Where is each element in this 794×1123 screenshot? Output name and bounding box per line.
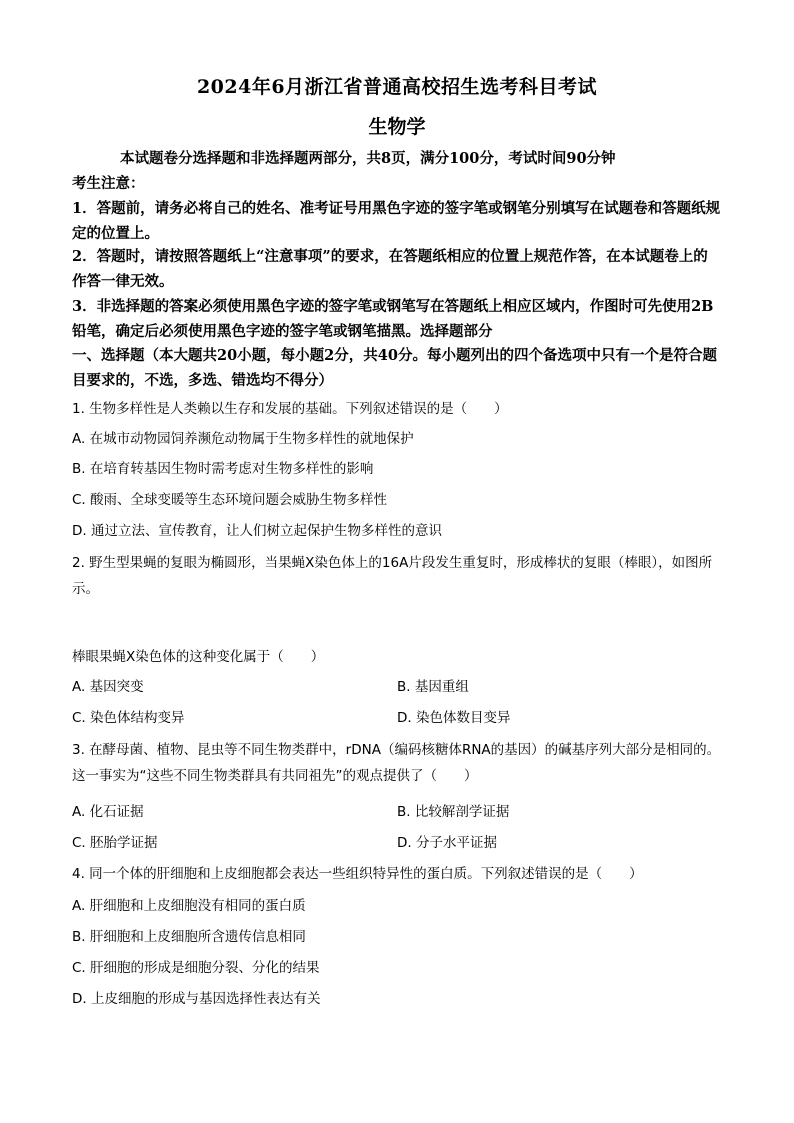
notice-item-2: 2．答题时，请按照答题纸上“注意事项”的要求，在答题纸相应的位置上规范作答，在本试题卷上的作答一律无效。 (72, 248, 708, 290)
question-3-option-c: C. 胚胎学证据 (72, 835, 158, 851)
notice-header: 考生注意： (72, 175, 145, 192)
question-3-option-b: B. 比较解剖学证据 (397, 804, 510, 820)
question-4-option-d: D. 上皮细胞的形成与基因选择性表达有关 (72, 991, 321, 1007)
notice-item-1: 1．答题前，请务必将自己的姓名、准考证号用黑色字迹的签字笔或钢笔分别填写在试题卷和答题纸规定的位置上。 (72, 200, 721, 242)
question-2-option-a: A. 基因突变 (72, 679, 144, 695)
question-2-option-c: C. 染色体结构变异 (72, 710, 185, 726)
question-1-option-d: D. 通过立法、宣传教育，让人们树立起保护生物多样性的意识 (72, 523, 442, 539)
section-heading: 一、选择题（本大题共20小题，每小题2分，共40分。每小题列出的四个备选项中只有一个是符合题目要求的，不选，多选、错选均不得分） (72, 347, 717, 389)
question-4-stem: 4. 同一个体的肝细胞和上皮细胞都会表达一些组织特异性的蛋白质。下列叙述错误的是（ ） (72, 866, 643, 882)
question-1-option-a: A. 在城市动物园饲养濒危动物属于生物多样性的就地保护 (72, 431, 414, 447)
question-2-sub: 棒眼果蝇X染色体的这种变化属于（ ） (72, 649, 325, 665)
question-1-option-b: B. 在培育转基因生物时需考虑对生物多样性的影响 (72, 461, 374, 477)
question-4-option-a: A. 肝细胞和上皮细胞没有相同的蛋白质 (72, 898, 306, 914)
question-1-option-c: C. 酸雨、全球变暖等生态环境问题会威胁生物多样性 (72, 492, 388, 508)
question-1-stem: 1. 生物多样性是人类赖以生存和发展的基础。下列叙述错误的是（ ） (72, 401, 508, 417)
question-4-option-c: C. 肝细胞的形成是细胞分裂、分化的结果 (72, 960, 320, 976)
question-4-option-b: B. 肝细胞和上皮细胞所含遗传信息相同 (72, 929, 306, 945)
question-2-option-d: D. 染色体数目变异 (397, 710, 511, 726)
question-2-option-b: B. 基因重组 (397, 679, 469, 695)
exam-intro: 本试题卷分选择题和非选择题两部分，共8页，满分100分，考试时间90分钟 (120, 150, 616, 167)
question-3-option-a: A. 化石证据 (72, 804, 144, 820)
notice-item-3: 3．非选择题的答案必须使用黑色字迹的签字笔或钢笔写在答题纸上相应区域内，作图时可先使用2B铅笔，确定后必须使用黑色字迹的签字笔或钢笔描黑。选择题部分 (72, 298, 714, 340)
exam-subject: 生物学 (368, 116, 426, 138)
exam-title: 2024年6月浙江省普通高校招生选考科目考试 (196, 76, 598, 98)
question-2-stem: 2. 野生型果蝇的复眼为椭圆形，当果蝇X染色体上的16A片段发生重复时，形成棒状的复眼（棒眼），如图所示。 (72, 555, 713, 597)
question-3-stem: 3. 在酵母菌、植物、昆虫等不同生物类群中，rDNA（编码核糖体RNA的基因）的碱基序列大部分是相同的。这一事实为“这些不同生物类群具有共同祖先”的观点提供了（ ） (72, 742, 721, 784)
question-3-option-d: D. 分子水平证据 (397, 835, 497, 851)
